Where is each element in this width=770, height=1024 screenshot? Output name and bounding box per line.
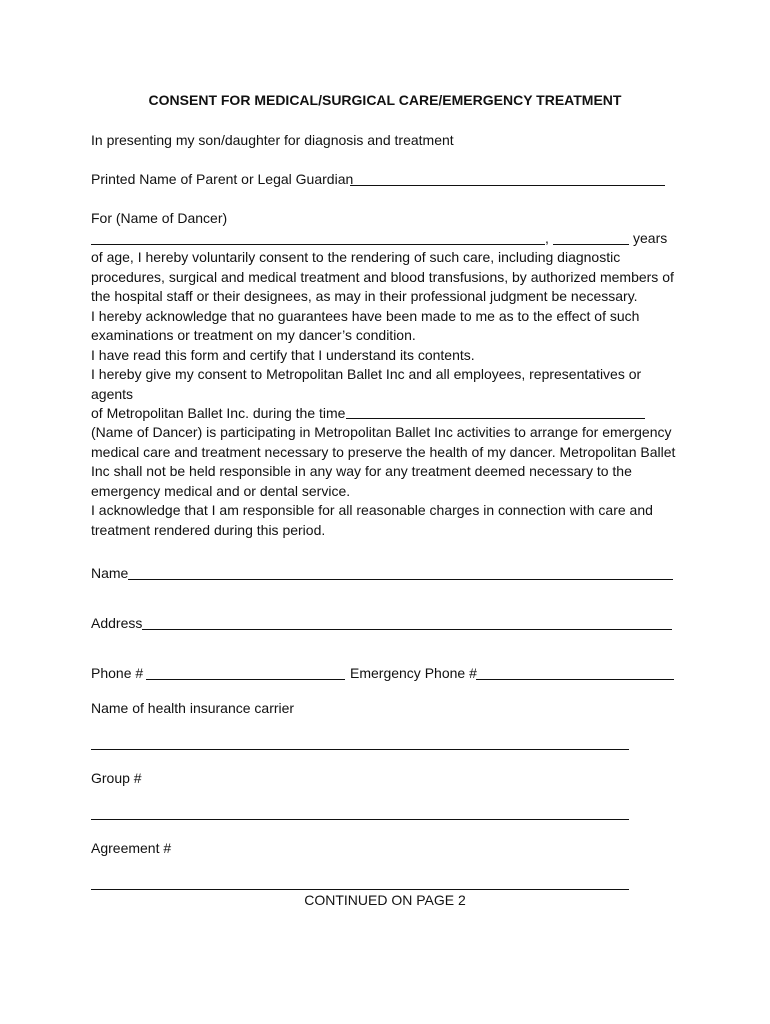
body-line: I have read this form and certify that I understand its contents. xyxy=(91,346,475,363)
body-line: the hospital staff or their designees, as may in their professional judgment be necessary. xyxy=(91,288,638,304)
body-line: treatment rendered during this period. xyxy=(91,521,326,538)
body-line: emergency medical and or dental service. xyxy=(91,482,351,499)
during-time-label: of Metropolitan Ballet Inc. during the time xyxy=(91,405,346,421)
insurance-carrier-field[interactable] xyxy=(91,749,629,750)
body-line: of age, I hereby voluntarily consent to the rendering of such care, including diagnostic xyxy=(91,249,621,265)
dancer-age-field[interactable] xyxy=(553,244,629,245)
parent-name-field[interactable] xyxy=(350,185,665,186)
emergency-phone-label: Emergency Phone # xyxy=(350,665,477,681)
insurance-carrier-label: Name of health insurance carrier xyxy=(91,700,295,716)
continued-footer: CONTINUED ON PAGE 2 xyxy=(304,892,466,908)
during-time-field[interactable] xyxy=(346,418,645,419)
years-label: years xyxy=(633,230,668,246)
form-title: CONSENT FOR MEDICAL/SURGICAL CARE/EMERGENCY TREATMENT xyxy=(148,92,622,108)
body-line: (Name of Dancer) is participating in Metropolitan Ballet Inc activities to arrange for emergency xyxy=(91,424,672,440)
group-number-label: Group # xyxy=(91,770,142,786)
parent-name-label: Printed Name of Parent or Legal Guardian xyxy=(91,171,354,187)
body-line: medical care and treatment necessary to preserve the health of my dancer. Metropolitan Ballet xyxy=(91,443,676,460)
agreement-number-field[interactable] xyxy=(91,889,629,890)
body-line: procedures, surgical and medical treatment and blood transfusions, by authorized members of xyxy=(91,268,674,285)
dancer-name-field[interactable] xyxy=(91,244,545,245)
phone-label: Phone # xyxy=(91,665,144,681)
intro-text: In presenting my son/daughter for diagnosis and treatment xyxy=(91,132,454,148)
comma-text: , xyxy=(545,230,549,246)
body-line: I hereby give my consent to Metropolitan Ballet Inc and all employees, representatives or xyxy=(91,366,642,382)
address-field[interactable] xyxy=(142,629,672,630)
emergency-phone-field[interactable] xyxy=(476,679,674,680)
name-field[interactable] xyxy=(128,579,673,580)
address-label: Address xyxy=(91,615,143,631)
group-number-field[interactable] xyxy=(91,819,629,820)
body-line: I acknowledge that I am responsible for all reasonable charges in connection with care and xyxy=(91,502,653,518)
consent-body-1 xyxy=(91,248,681,404)
body-line: agents xyxy=(91,385,134,402)
body-line: I hereby acknowledge that no guarantees have been made to me as to the effect of such xyxy=(91,307,640,324)
body-line: examinations or treatment on my dancer’s condition. xyxy=(91,327,416,343)
phone-field[interactable] xyxy=(146,679,345,680)
name-label: Name xyxy=(91,565,129,581)
agreement-number-label: Agreement # xyxy=(91,840,172,856)
consent-body-2 xyxy=(91,423,681,540)
body-line: Inc shall not be held responsible in any way for any treatment deemed necessary to the xyxy=(91,463,632,479)
dancer-name-label: For (Name of Dancer) xyxy=(91,210,228,226)
